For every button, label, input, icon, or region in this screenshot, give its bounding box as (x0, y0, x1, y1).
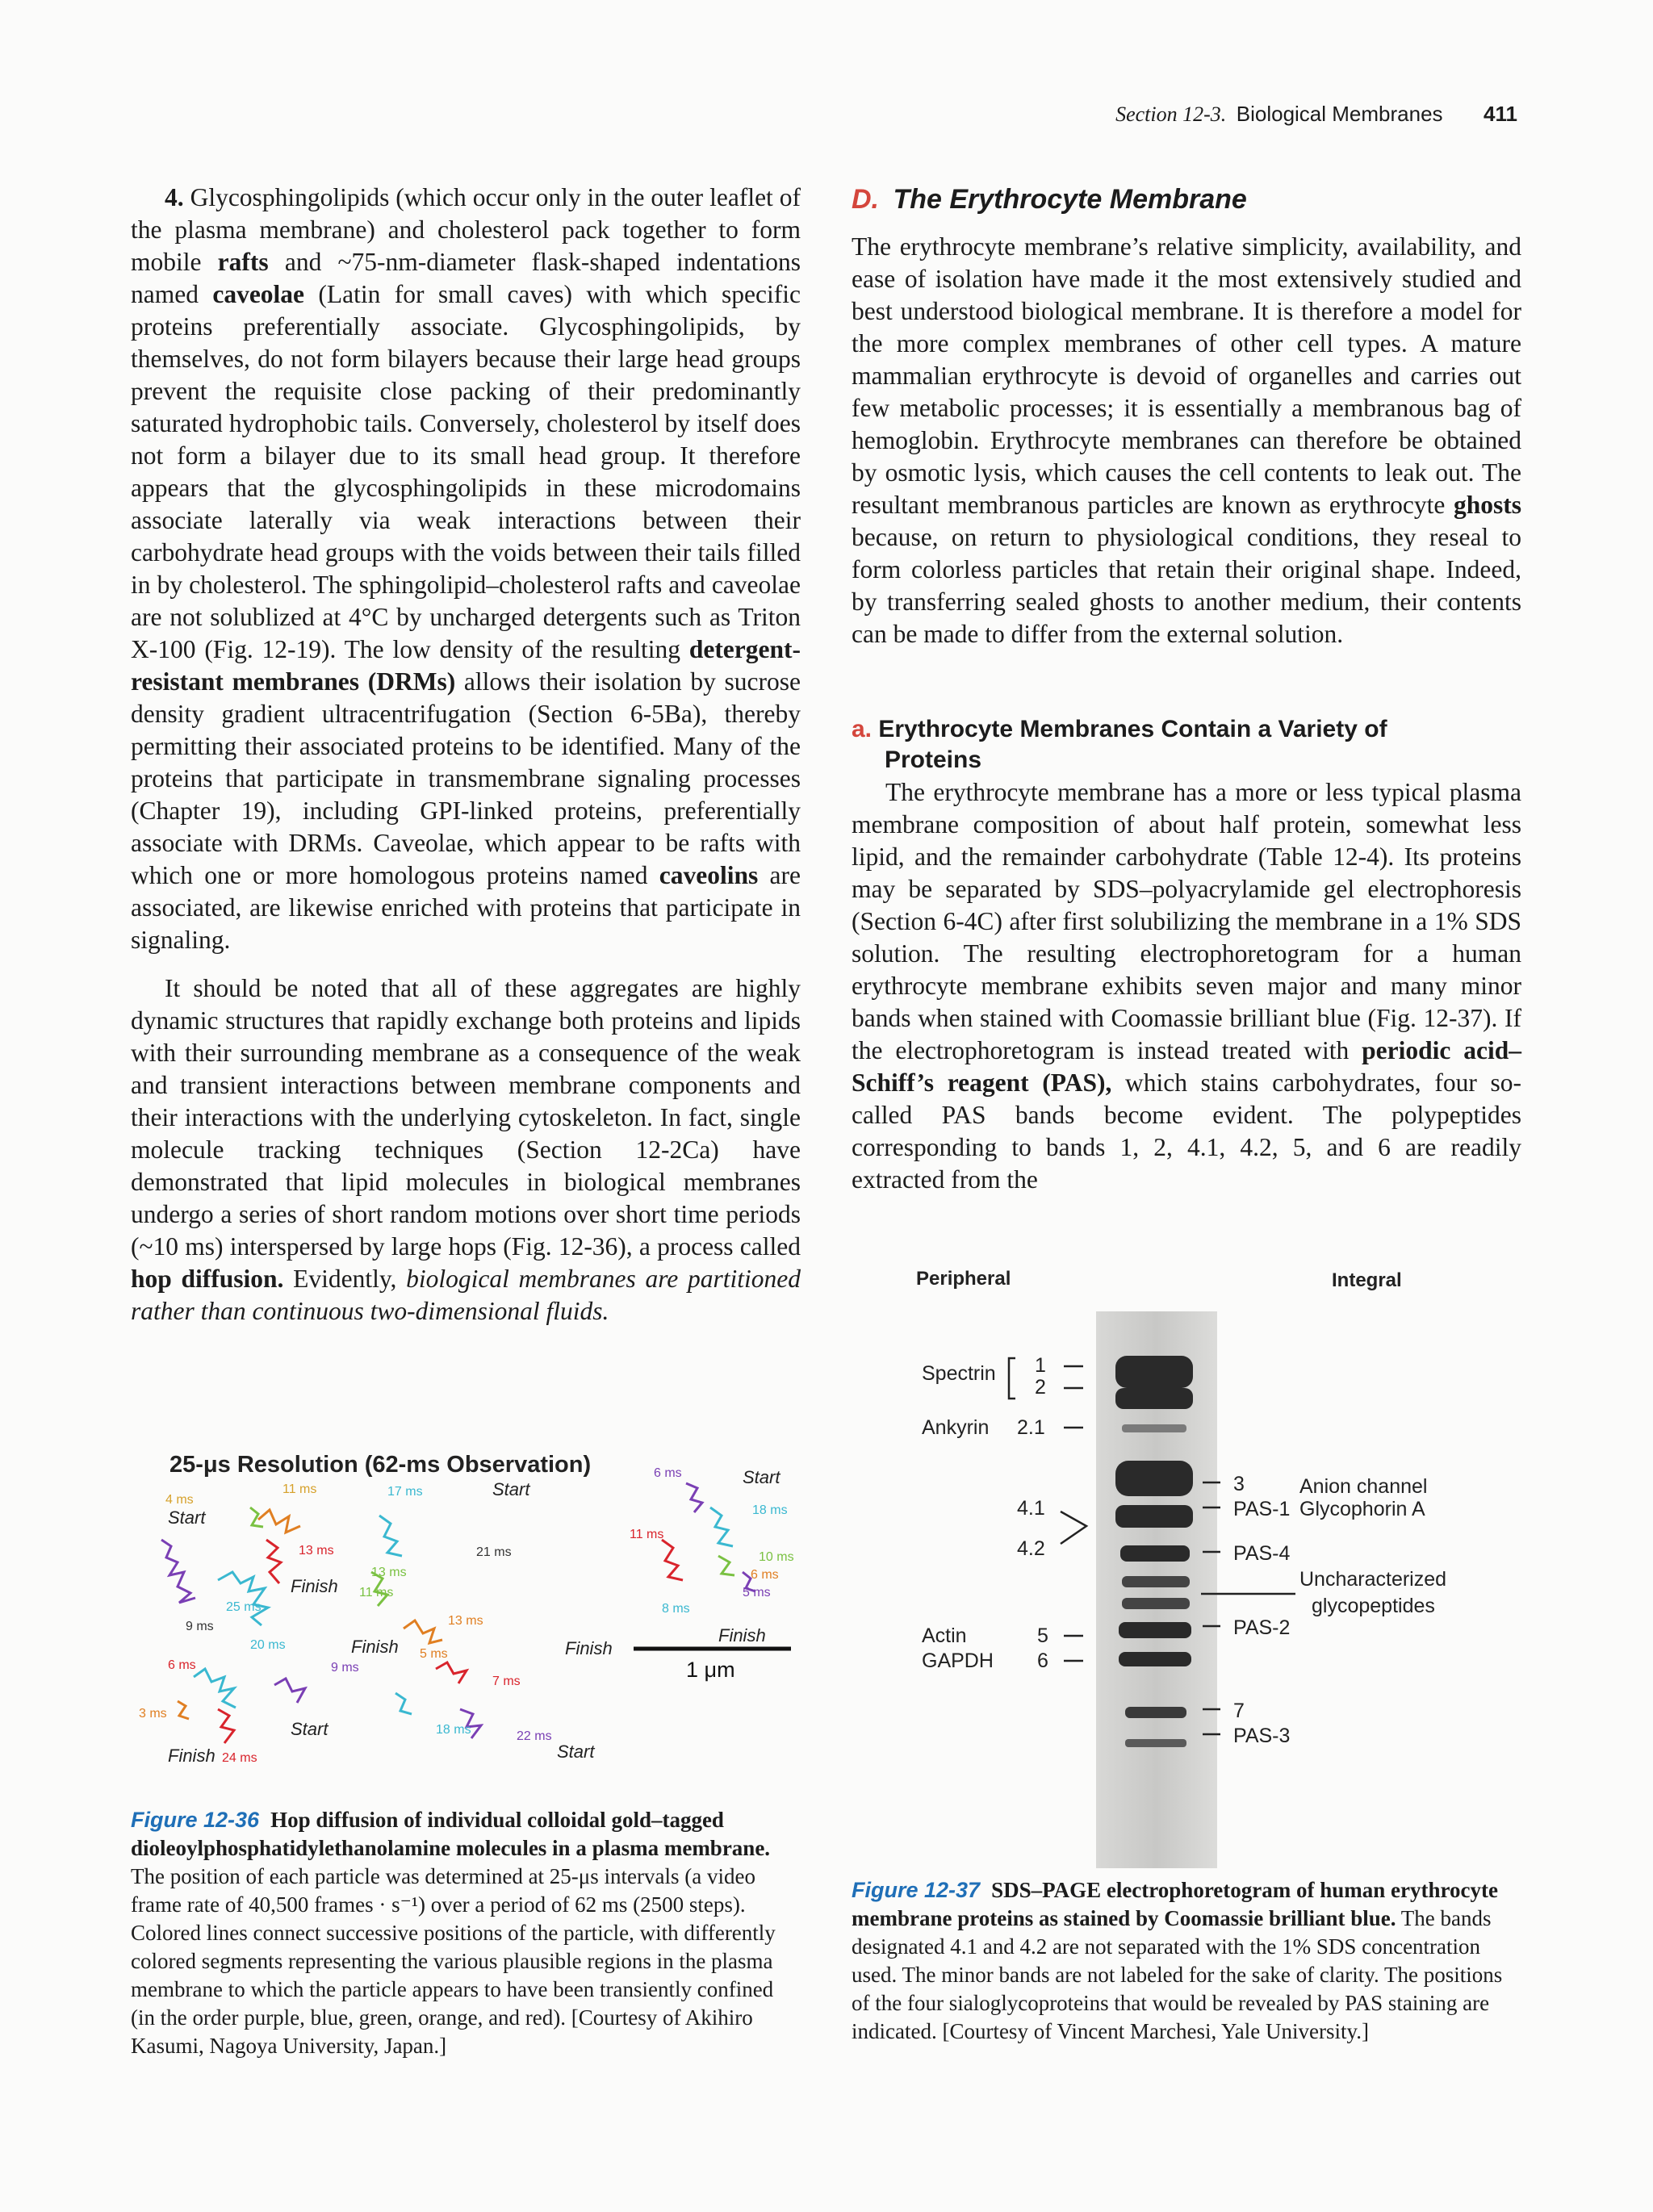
band-2-1-label: 2.1 (1017, 1416, 1045, 1439)
band-4-pointer (1061, 1512, 1086, 1544)
svg-text:11 ms: 11 ms (359, 1586, 394, 1599)
pas4-label: PAS-4 (1233, 1542, 1291, 1565)
svg-text:8 ms: 8 ms (662, 1602, 690, 1616)
band-6 (1119, 1652, 1191, 1666)
term-caveolae: caveolae (212, 280, 305, 308)
header-title: Biological Membranes (1236, 102, 1443, 126)
finish-label-2: Finish (351, 1637, 399, 1657)
figure-12-36-caption (131, 1806, 801, 2060)
subsection-letter: a. (852, 716, 873, 742)
svg-text:9 ms: 9 ms (331, 1661, 359, 1675)
caption-body-12-37: The bands designated 4.1 and 4.2 are not separated with the 1% SDS concentration used. The minor bands are not labeled for the sake of clarity. The positions of the four sialoglycoproteins that would be revealed by PAS staining are indicated. [Courtesy of Vincent Marchesi, Yale University.] (852, 1906, 1503, 2043)
uncharacterized-label: Uncharacterized (1299, 1568, 1447, 1591)
svg-text:10 ms: 10 ms (759, 1550, 794, 1564)
term-ghosts: ghosts (1453, 491, 1521, 519)
svg-text:18 ms: 18 ms (436, 1723, 471, 1737)
band-3-label: 3 (1233, 1473, 1245, 1495)
paragraph-rafts: 4. Glycosphingolipids (which occur only in the outer leaflet of the plasma membrane) and cholesterol pack together to form mobile rafts and ~75-nm-diameter flask-shaped indentations named caveolae (Latin for small caves) with which specific proteins preferentially associate. Glycosphingolipids, by themselves, do not form bilayers because their large head groups prevent the requisite close packing of their predominantly saturated hydrophobic tails. Conversely, cholesterol by itself does not form a bilayer due to its small head group. It therefore appears that the glycosphingolipids in these microdomains associate laterally via weak interactions between their carbohydrate head groups with the voids between their tails filled in by cholesterol. The sphingolipid–cholesterol rafts and caveolae are not solublized at 4°C by uncharged detergents such as Triton X-100 (Fig. 12-19). The low density of the resulting detergent-resistant membranes (DRMs) allows their isolation by sucrose density gradient ultracentrifugation (Section 6-5Ba), thereby permitting their associated proteins to be identified. Many of the proteins that participate in transmembrane signaling processes (Chapter 19), including GPI-linked proteins, preferentially associate with DRMs. Caveolae, which appear to be rafts with which one or more homologous proteins named caveolins are associated, are likewise enriched with proteins that participate in signaling. (131, 183, 801, 954)
start-label-1: Start (168, 1507, 206, 1528)
band-4-2 (1120, 1545, 1190, 1562)
band-minor-a (1122, 1576, 1190, 1587)
glycopeptides-label: glycopeptides (1312, 1595, 1435, 1617)
figure-12-37-caption (852, 1876, 1521, 2046)
band-1 (1115, 1356, 1193, 1388)
svg-text:4 ms: 4 ms (165, 1493, 194, 1507)
pas3-label: PAS-3 (1233, 1725, 1291, 1747)
svg-text:20 ms: 20 ms (250, 1638, 286, 1652)
term-hop-diffusion: hop diffusion. (131, 1265, 284, 1293)
figure-label-12-37: Figure 12-37 (852, 1878, 981, 1902)
finish-label-5: Finish (565, 1638, 613, 1658)
svg-text:13 ms: 13 ms (299, 1544, 334, 1558)
spectrin-label: Spectrin (922, 1362, 996, 1385)
svg-text:21 ms: 21 ms (476, 1545, 512, 1559)
band-4-1-label: 4.1 (1017, 1497, 1045, 1520)
integral-label: Integral (1332, 1269, 1402, 1291)
band-4-2-label: 4.2 (1017, 1537, 1045, 1560)
glycophorin-label: Glycophorin A (1299, 1498, 1425, 1520)
band-minor-c (1125, 1739, 1186, 1747)
caption-title-12-36: Hop diffusion of individual colloidal gold–tagged dioleoylphosphatidylethanolamine molecules in a plasma membrane. (131, 1808, 771, 1860)
pas1-label: PAS-1 (1233, 1498, 1291, 1520)
trajectory-1 (161, 1507, 305, 1743)
svg-text:5 ms: 5 ms (420, 1647, 448, 1661)
svg-text:11 ms: 11 ms (630, 1528, 664, 1541)
band-3 (1115, 1461, 1193, 1496)
section-title: The Erythrocyte Membrane (893, 184, 1247, 215)
peripheral-label: Peripheral (916, 1268, 1011, 1290)
svg-text:18 ms: 18 ms (752, 1503, 788, 1517)
band-7-label: 7 (1233, 1700, 1245, 1722)
subsection-a-heading (852, 714, 1450, 776)
section-d-paragraph: The erythrocyte membrane’s relative simplicity, availability, and ease of isolation have made it the most extensively studied and best understood biological membrane. It is therefore a model for the more complex membranes of other cell types. A mature mammalian erythrocyte is devoid of organelles and carries out few metabolic processes; it is essentially a membranous bag of hemoglobin. Erythrocyte membranes can therefore be obtained by osmotic lysis, which causes the cell contents to leak out. The resultant membranous particles are known as erythrocyte ghosts because, on return to physiological conditions, they reseal to form colorless particles that retain their original shape. Indeed, by transferring sealed ghosts to another medium, their contents can be made to differ from the external solution. (852, 232, 1521, 648)
subsection-title: Erythrocyte Membranes Contain a Variety of Proteins (878, 716, 1387, 773)
finish-label-1: Finish (291, 1576, 338, 1596)
band-7 (1125, 1707, 1186, 1718)
svg-text:25 ms: 25 ms (226, 1600, 262, 1614)
left-column (131, 182, 801, 1328)
gapdh-label: GAPDH (922, 1650, 994, 1672)
section-letter: D. (852, 184, 879, 215)
svg-text:13 ms: 13 ms (371, 1566, 407, 1579)
start-label-5: Start (557, 1742, 595, 1762)
band-6-label: 6 (1037, 1650, 1048, 1672)
figure-label-12-36: Figure 12-36 (131, 1808, 260, 1832)
list-number: 4. (165, 183, 184, 211)
term-rafts: rafts (217, 248, 269, 276)
header-section: Section 12-3. (1115, 102, 1227, 126)
finish-label-3: Finish (718, 1625, 766, 1645)
svg-text:13 ms: 13 ms (448, 1614, 483, 1628)
band-minor-b (1122, 1598, 1190, 1609)
spectrin-bracket (1009, 1358, 1015, 1399)
term-pas: periodic acid–Schiff’s reagent (PAS), (852, 1036, 1521, 1097)
svg-text:11 ms: 11 ms (282, 1482, 317, 1496)
svg-text:17 ms: 17 ms (387, 1485, 423, 1499)
page-number: 411 (1484, 102, 1517, 126)
svg-text:24 ms: 24 ms (222, 1751, 257, 1765)
svg-text:22 ms: 22 ms (517, 1729, 552, 1743)
fig36-title: 25-μs Resolution (62-ms Observation) (169, 1452, 592, 1478)
svg-text:9 ms: 9 ms (186, 1620, 214, 1633)
band-2 (1115, 1388, 1193, 1409)
hop-diffusion-trajectories (129, 1443, 799, 1782)
band-1-label: 1 (1035, 1354, 1046, 1377)
svg-text:3 ms: 3 ms (139, 1707, 167, 1721)
figure-12-37-graphic (904, 1255, 1469, 1868)
band-2-label: 2 (1035, 1376, 1046, 1399)
band-2-1 (1122, 1424, 1186, 1432)
scale-bar-label: 1 μm (686, 1658, 735, 1682)
band-5 (1119, 1622, 1191, 1638)
finish-label-4: Finish (168, 1746, 216, 1766)
start-label-4: Start (291, 1719, 329, 1739)
sds-page-gel (904, 1255, 1469, 1868)
band-5-label: 5 (1037, 1625, 1048, 1647)
emphasis-partitioned: biological membranes are partitioned rather than continuous two-dimensional fluids. (131, 1265, 801, 1325)
pas2-label: PAS-2 (1233, 1616, 1291, 1639)
running-header (1115, 102, 1517, 127)
start-label-2: Start (492, 1479, 530, 1499)
caption-title-12-37: SDS–PAGE electrophoretogram of human erythrocyte membrane proteins as stained by Coomassie brilliant blue. (852, 1878, 1498, 1930)
svg-text:6 ms: 6 ms (654, 1466, 682, 1480)
caption-body-12-36: The position of each particle was determined at 25-μs intervals (a video frame rate of 40,500 frames · s⁻¹) over a period of 62 ms (2500 steps). Colored lines connect successive positions of the particle, with differently colored segments representing the various plausible regions in the plasma membrane to which the particle appears to have been transiently confined (in the order purple, blue, green, orange, and red). [Courtesy of Akihiro Kasumi, Nagoya University, Japan.] (131, 1864, 776, 2058)
band-4-1 (1115, 1505, 1193, 1528)
anion-channel-label: Anion channel (1299, 1475, 1428, 1498)
start-label-3: Start (743, 1467, 780, 1487)
trajectory-3 (662, 1483, 755, 1591)
term-drms: detergent-resistant membranes (DRMs) (131, 635, 801, 696)
term-caveolins: caveolins (659, 861, 759, 889)
section-d-heading (852, 184, 1247, 215)
subsection-a-paragraph: The erythrocyte membrane has a more or less typical plasma membrane composition of about half protein, somewhat less lipid, and the remainder carbohydrate (Table 12-4). Its proteins may be separated by SDS–polyacrylamide gel electrophoresis (Section 6-4C) after first solubilizing the membrane in a 1% SDS solution. The resulting electrophoretogram for a human erythrocyte membrane exhibits seven major and many minor bands when stained with Coomassie brilliant blue (Fig. 12-37). If the electrophoretogram is instead treated with periodic acid–Schiff’s reagent (PAS), which stains carbohydrates, four so-called PAS bands become evident. The polypeptides corresponding to bands 1, 2, 4.1, 4.2, 5, and 6 are readily extracted from the (852, 778, 1521, 1194)
paragraph-hop-diffusion: It should be noted that all of these aggregates are highly dynamic structures that rapidly exchange both proteins and lipids with their surrounding membrane as a consequence of the weak and transient interactions between membrane components and their interactions with the underlying cytoskeleton. In fact, single molecule tracking techniques (Section 12-2Ca) have demonstrated that lipid molecules in biological membranes undergo a series of short random motions over short time periods (~10 ms) interspersed by large hops (Fig. 12-36), a process called hop diffusion. Evidently, biological membranes are partitioned rather than continuous two-dimensional fluids. (131, 974, 801, 1325)
svg-text:7 ms: 7 ms (492, 1675, 521, 1688)
figure-12-36-graphic (129, 1443, 799, 1782)
svg-text:6 ms: 6 ms (168, 1658, 196, 1672)
ankyrin-label: Ankyrin (922, 1416, 990, 1439)
svg-text:6 ms: 6 ms (751, 1568, 779, 1582)
svg-text:5 ms: 5 ms (743, 1586, 771, 1599)
actin-label: Actin (922, 1625, 967, 1647)
